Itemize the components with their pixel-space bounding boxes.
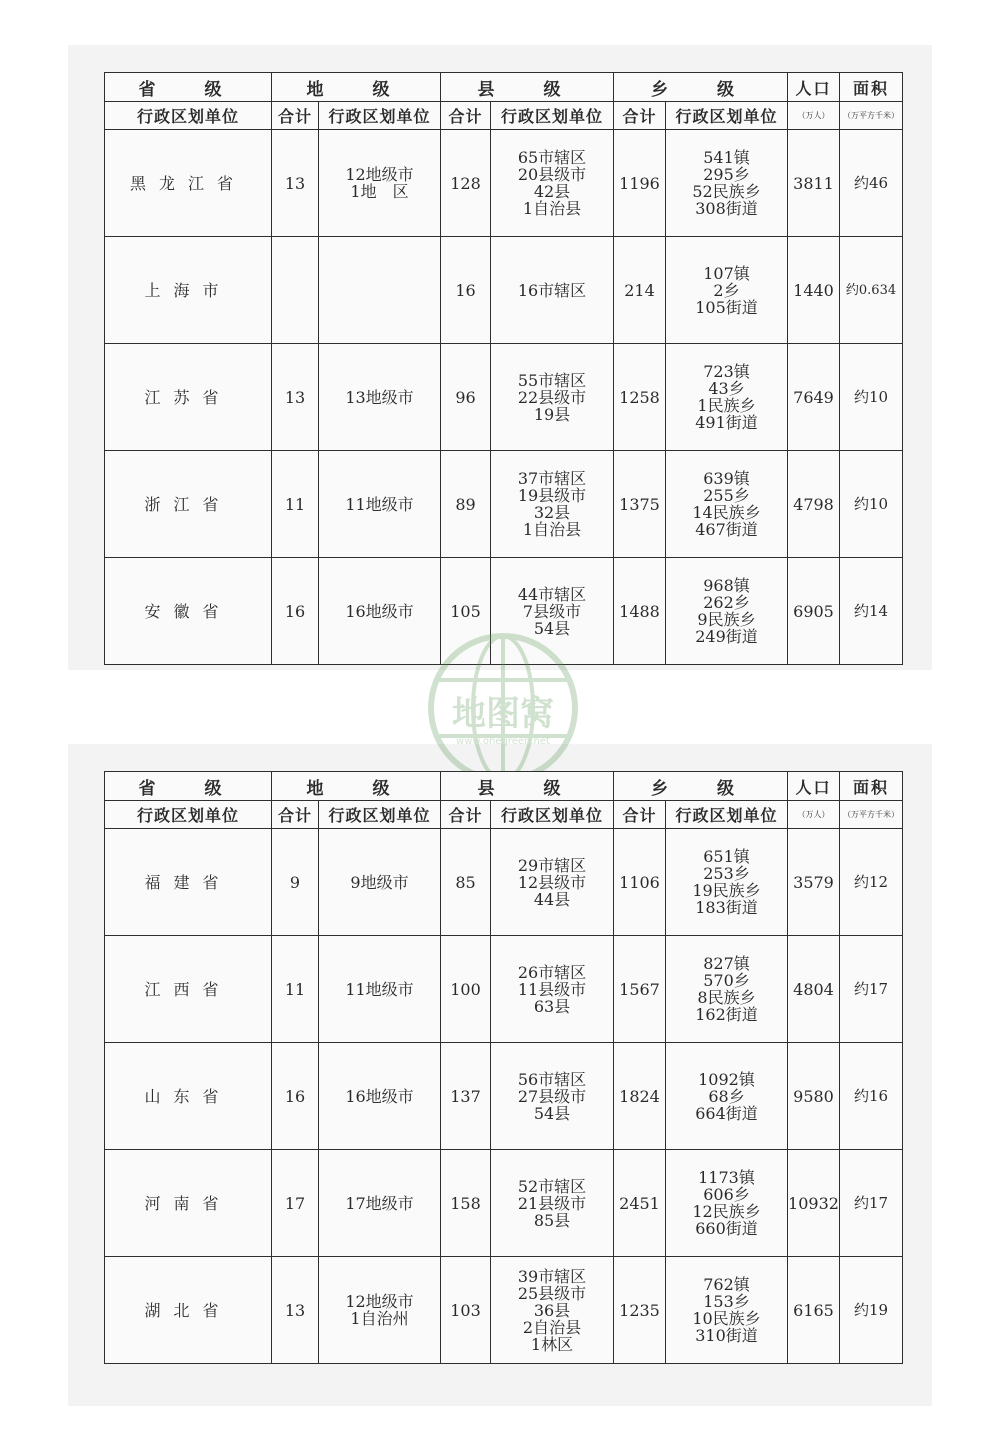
- area-value: 约17: [840, 936, 903, 1043]
- table-row: [105, 344, 903, 451]
- county-units: [491, 829, 614, 936]
- watermark-text: 地图窝: [452, 694, 554, 734]
- table-row: [105, 1043, 903, 1150]
- prefecture-units-line: 1自治州: [350, 1309, 409, 1328]
- population-value: 4804: [788, 936, 840, 1043]
- township-total: 1258: [614, 344, 666, 451]
- province-name: 浙江省: [105, 451, 272, 558]
- township-units: [666, 344, 788, 451]
- township-units-line: 8民族乡: [697, 988, 756, 1007]
- header-area: 面积: [840, 73, 903, 102]
- area-value: 约12: [840, 829, 903, 936]
- county-total: 105: [441, 558, 491, 665]
- township-units-line: 651镇: [703, 847, 750, 866]
- county-units-line: 12县级市: [517, 872, 587, 892]
- township-units: [666, 1150, 788, 1257]
- prefecture-units: [319, 451, 441, 558]
- prefecture-total: 17: [272, 1150, 319, 1257]
- prefecture-total: 9: [272, 829, 319, 936]
- prefecture-total: 16: [272, 1043, 319, 1150]
- prefecture-units: [319, 829, 441, 936]
- prefecture-units: [319, 1257, 441, 1364]
- township-units-line: 968镇: [703, 576, 750, 595]
- township-units: [666, 1257, 788, 1364]
- header-population: 人口: [788, 73, 840, 102]
- header-township: 乡 级: [614, 73, 788, 102]
- county-units-line: 52市辖区: [517, 1176, 587, 1196]
- township-units: [666, 1043, 788, 1150]
- county-units-line: 44县: [533, 889, 571, 909]
- header-area: 面积: [840, 772, 903, 801]
- county-units-line: 63县: [533, 996, 571, 1016]
- township-units-line: 183街道: [695, 898, 758, 917]
- county-units: [491, 1257, 614, 1364]
- county-units-line: 36县: [533, 1300, 571, 1320]
- township-units-line: 43乡: [708, 379, 745, 398]
- header-prefecture: 地 级: [272, 73, 441, 102]
- township-units-line: 249街道: [695, 627, 758, 646]
- prefecture-total: 16: [272, 558, 319, 665]
- prefecture-total: [272, 237, 319, 344]
- township-units-line: 255乡: [703, 486, 750, 505]
- header-admin-unit: 行政区划单位: [666, 102, 788, 130]
- area-value: 约19: [840, 1257, 903, 1364]
- county-units-line: 44市辖区: [517, 584, 587, 604]
- header-area-unit: （万平方千米）: [840, 801, 903, 829]
- county-units: [491, 344, 614, 451]
- watermark: [418, 628, 588, 788]
- township-units: [666, 130, 788, 237]
- county-units-line: 27县级市: [517, 1086, 587, 1106]
- province-name: 安徽省: [105, 558, 272, 665]
- header-admin-unit: 行政区划单位: [105, 801, 272, 829]
- township-units-line: 295乡: [703, 165, 750, 184]
- area-value: 约16: [840, 1043, 903, 1150]
- township-units-line: 12民族乡: [692, 1202, 761, 1221]
- township-units: [666, 558, 788, 665]
- county-units-line: 1自治县: [522, 520, 582, 539]
- county-units: [491, 130, 614, 237]
- table-row: [105, 1257, 903, 1364]
- prefecture-units: [319, 130, 441, 237]
- county-total: 128: [441, 130, 491, 237]
- township-units-line: 14民族乡: [692, 503, 761, 522]
- township-units-line: 9民族乡: [697, 610, 756, 629]
- township-units-line: 310街道: [695, 1326, 758, 1345]
- table-row: [105, 1150, 903, 1257]
- header-total: 合计: [614, 801, 666, 829]
- header-admin-unit: 行政区划单位: [491, 102, 614, 130]
- header-total: 合计: [441, 102, 491, 130]
- header-county: 县 级: [441, 772, 614, 801]
- table-row: [105, 451, 903, 558]
- township-units-line: 723镇: [703, 362, 750, 381]
- township-units-line: 68乡: [708, 1086, 745, 1106]
- population-value: 9580: [788, 1043, 840, 1150]
- prefecture-total: 11: [272, 936, 319, 1043]
- township-units-line: 1092镇: [698, 1069, 755, 1089]
- population-value: 10932: [788, 1150, 840, 1257]
- table-body-1: [105, 130, 903, 665]
- province-name: 上海市: [105, 237, 272, 344]
- province-name: 河南省: [105, 1150, 272, 1257]
- area-value: 约46: [840, 130, 903, 237]
- township-units-line: 639镇: [703, 469, 750, 488]
- table-row: [105, 829, 903, 936]
- county-total: 103: [441, 1257, 491, 1364]
- header-province: 省 级: [105, 73, 272, 102]
- header-total: 合计: [614, 102, 666, 130]
- prefecture-units-line: 1地 区: [350, 182, 409, 201]
- area-value: 约14: [840, 558, 903, 665]
- area-value: 约17: [840, 1150, 903, 1257]
- township-units: [666, 829, 788, 936]
- county-units-line: 54县: [533, 618, 571, 638]
- township-total: 2451: [614, 1150, 666, 1257]
- township-units-line: 10民族乡: [692, 1309, 761, 1328]
- township-total: 1488: [614, 558, 666, 665]
- county-units-line: 39市辖区: [517, 1266, 587, 1286]
- county-units-line: 21县级市: [517, 1193, 587, 1213]
- county-units-line: 32县: [533, 503, 571, 522]
- prefecture-units: [319, 1150, 441, 1257]
- county-total: 158: [441, 1150, 491, 1257]
- province-name: 湖北省: [105, 1257, 272, 1364]
- prefecture-units-line: 16地级市: [345, 1086, 414, 1106]
- county-units-line: 19县级市: [517, 486, 587, 505]
- table-row: [105, 130, 903, 237]
- population-value: 1440: [788, 237, 840, 344]
- header-county: 县 级: [441, 73, 614, 102]
- county-units-line: 37市辖区: [517, 469, 587, 488]
- township-units: [666, 237, 788, 344]
- county-total: 137: [441, 1043, 491, 1150]
- township-units-line: 19民族乡: [692, 881, 761, 900]
- header-admin-unit: 行政区划单位: [105, 102, 272, 130]
- county-units-line: 7县级市: [522, 601, 582, 621]
- township-total: 1567: [614, 936, 666, 1043]
- county-units-line: 25县级市: [517, 1283, 587, 1303]
- header-admin-unit: 行政区划单位: [491, 801, 614, 829]
- prefecture-total: 11: [272, 451, 319, 558]
- county-units: [491, 936, 614, 1043]
- county-units-line: 1自治县: [522, 199, 582, 218]
- township-units-line: 107镇: [703, 263, 750, 283]
- population-value: 3579: [788, 829, 840, 936]
- county-total: 89: [441, 451, 491, 558]
- population-value: 6905: [788, 558, 840, 665]
- province-name: 江西省: [105, 936, 272, 1043]
- prefecture-units: [319, 344, 441, 451]
- county-units-line: 29市辖区: [517, 855, 587, 875]
- area-value: 约0.634: [840, 237, 903, 344]
- header-population-unit: （万人）: [788, 102, 840, 130]
- county-total: 96: [441, 344, 491, 451]
- header-admin-unit: 行政区划单位: [319, 801, 441, 829]
- township-units-line: 105街道: [695, 297, 758, 317]
- township-units-line: 2乡: [713, 280, 740, 300]
- province-name: 江苏省: [105, 344, 272, 451]
- county-total: 100: [441, 936, 491, 1043]
- county-units-line: 65市辖区: [517, 148, 587, 167]
- county-total: 16: [441, 237, 491, 344]
- county-units-line: 16市辖区: [517, 280, 587, 300]
- township-total: 1824: [614, 1043, 666, 1150]
- township-units: [666, 936, 788, 1043]
- header-population-unit: （万人）: [788, 801, 840, 829]
- township-units-line: 153乡: [703, 1292, 750, 1311]
- admin-division-table-2: [104, 771, 903, 1364]
- county-units-line: 19县: [533, 404, 571, 424]
- prefecture-total: 13: [272, 1257, 319, 1364]
- township-units-line: 1民族乡: [697, 396, 756, 415]
- prefecture-units-line: 17地级市: [345, 1193, 414, 1213]
- population-value: 6165: [788, 1257, 840, 1364]
- population-value: 3811: [788, 130, 840, 237]
- area-value: 约10: [840, 344, 903, 451]
- header-total: 合计: [272, 102, 319, 130]
- prefecture-units-line: 16地级市: [345, 601, 414, 621]
- header-total: 合计: [272, 801, 319, 829]
- township-units-line: 308街道: [695, 199, 758, 218]
- township-units: [666, 451, 788, 558]
- county-units-line: 42县: [533, 182, 571, 201]
- township-units-line: 491街道: [695, 413, 758, 432]
- township-total: 1196: [614, 130, 666, 237]
- table-row: [105, 936, 903, 1043]
- county-units-line: 11县级市: [517, 979, 587, 999]
- township-units-line: 660街道: [695, 1219, 758, 1238]
- township-total: 1375: [614, 451, 666, 558]
- township-units-line: 253乡: [703, 864, 750, 883]
- township-units-line: 606乡: [703, 1185, 750, 1204]
- prefecture-units-line: 12地级市: [345, 1292, 414, 1311]
- prefecture-units: [319, 1043, 441, 1150]
- prefecture-units: [319, 936, 441, 1043]
- county-units: [491, 1043, 614, 1150]
- township-units-line: 1173镇: [698, 1168, 755, 1187]
- province-name: 山东省: [105, 1043, 272, 1150]
- header-admin-unit: 行政区划单位: [666, 801, 788, 829]
- header-total: 合计: [441, 801, 491, 829]
- area-value: 约10: [840, 451, 903, 558]
- township-units-line: 827镇: [703, 954, 750, 973]
- header-admin-unit: 行政区划单位: [319, 102, 441, 130]
- township-units-line: 762镇: [703, 1275, 750, 1294]
- county-units-line: 56市辖区: [517, 1069, 587, 1089]
- table-row: [105, 237, 903, 344]
- township-units-line: 541镇: [703, 148, 750, 167]
- prefecture-units-line: 11地级市: [345, 494, 414, 514]
- township-total: 214: [614, 237, 666, 344]
- township-units-line: 162街道: [695, 1005, 758, 1024]
- prefecture-total: 13: [272, 344, 319, 451]
- prefecture-units: [319, 237, 441, 344]
- county-units-line: 22县级市: [517, 387, 587, 407]
- county-units-line: 54县: [533, 1103, 571, 1123]
- township-units-line: 262乡: [703, 593, 750, 612]
- county-units-line: 20县级市: [517, 165, 587, 184]
- county-total: 85: [441, 829, 491, 936]
- population-value: 4798: [788, 451, 840, 558]
- province-name: 黑龙江省: [105, 130, 272, 237]
- township-total: 1106: [614, 829, 666, 936]
- county-units-line: 85县: [533, 1210, 571, 1230]
- population-value: 7649: [788, 344, 840, 451]
- header-township: 乡 级: [614, 772, 788, 801]
- county-units-line: 2自治县: [522, 1317, 582, 1337]
- township-units-line: 570乡: [703, 971, 750, 990]
- prefecture-total: 13: [272, 130, 319, 237]
- header-province: 省 级: [105, 772, 272, 801]
- township-units-line: 52民族乡: [692, 182, 761, 201]
- prefecture-units-line: 9地级市: [350, 872, 409, 892]
- prefecture-units-line: 13地级市: [345, 387, 414, 407]
- header-prefecture: 地 级: [272, 772, 441, 801]
- prefecture-units-line: 12地级市: [345, 165, 414, 184]
- watermark-url: www.onegreen.net: [456, 736, 550, 747]
- county-units: [491, 451, 614, 558]
- township-units-line: 467街道: [695, 520, 758, 539]
- county-units: [491, 237, 614, 344]
- province-name: 福建省: [105, 829, 272, 936]
- county-units-line: 55市辖区: [517, 370, 587, 390]
- admin-division-table-1: [104, 72, 903, 665]
- township-units-line: 664街道: [695, 1103, 758, 1123]
- county-units-line: 26市辖区: [517, 962, 587, 982]
- table-body-2: [105, 829, 903, 1364]
- header-area-unit: （万平方千米）: [840, 102, 903, 130]
- header-population: 人口: [788, 772, 840, 801]
- township-total: 1235: [614, 1257, 666, 1364]
- prefecture-units-line: 11地级市: [345, 979, 414, 999]
- county-units: [491, 1150, 614, 1257]
- county-units-line: 1林区: [530, 1334, 574, 1354]
